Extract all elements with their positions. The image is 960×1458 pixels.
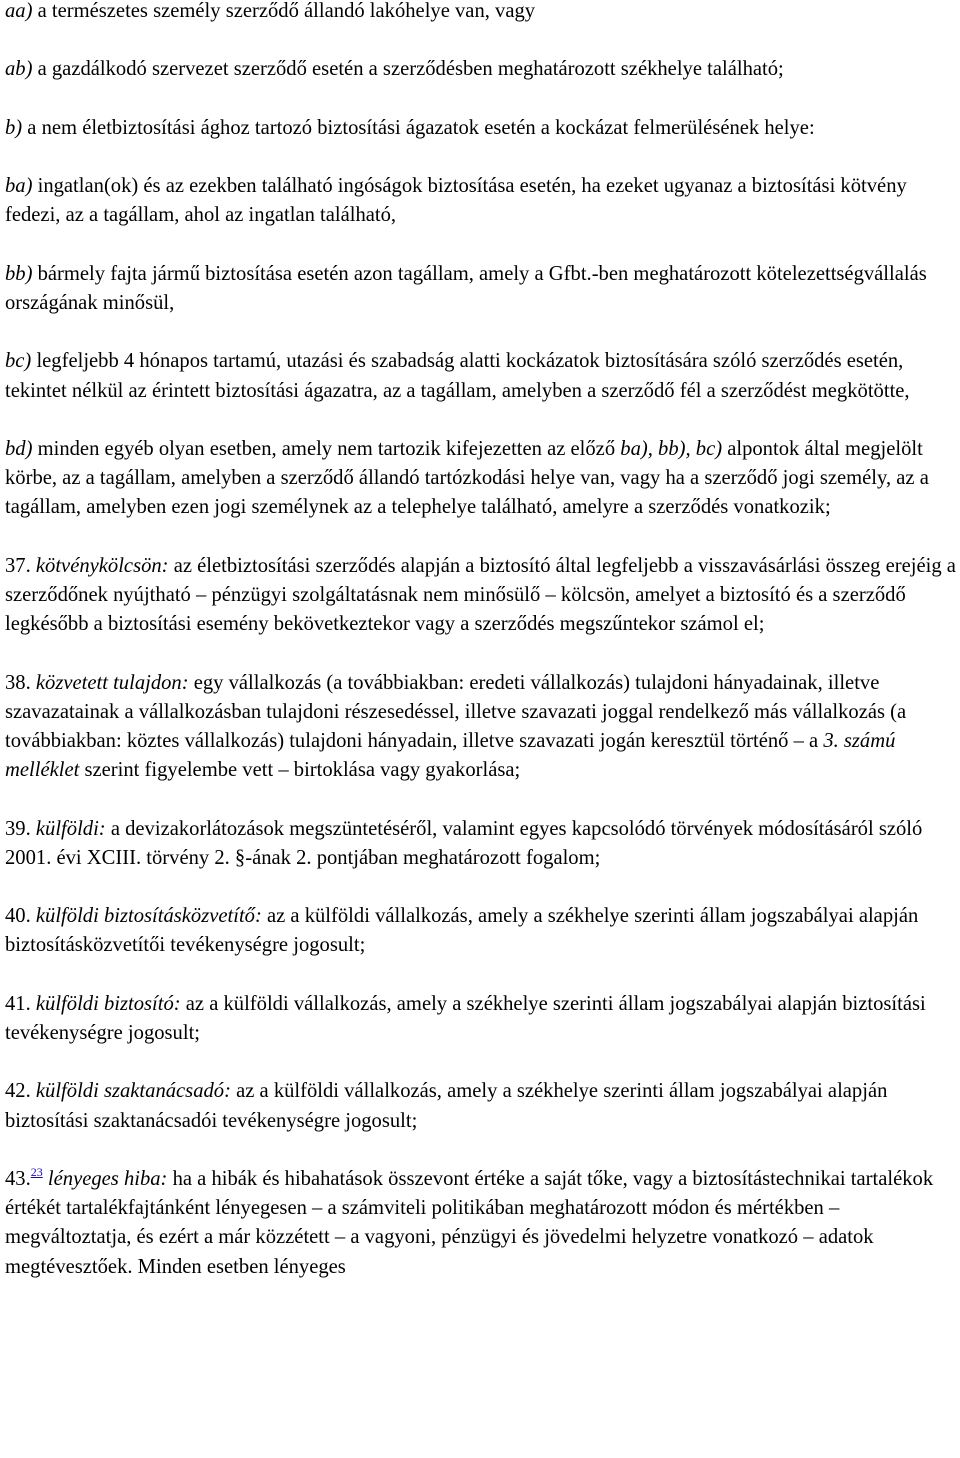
- italic-term: külföldi biztosításközvetítő:: [35, 905, 262, 928]
- italic-term: b): [5, 116, 23, 139]
- paragraph-p38: [5, 669, 958, 786]
- paragraph-text: 37.: [5, 554, 36, 577]
- paragraph-text: 41.: [5, 992, 36, 1015]
- paragraph-text: ingatlan(ok) és az ezekben található ingóságok biztosítása esetén, ha ezeket ugyanaz a biztosítási kötvény fedezi, az a tagállam, ahol az ingatlan található,: [5, 175, 907, 227]
- paragraph-text: bármely fajta jármű biztosítása esetén azon tagállam, amely a Gfbt.-ben meghatározott kötelezettségvállalás országának minősül,: [5, 262, 927, 314]
- paragraph-text: 42.: [5, 1080, 36, 1103]
- paragraph-text: 39.: [5, 817, 36, 840]
- paragraph-text: az a külföldi vállalkozás, amely a székhelye szerinti állam jogszabályai alapján biztosítási tevékenységre jogosult;: [5, 992, 926, 1044]
- paragraph-text: egy vállalkozás (a továbbiakban: eredeti vállalkozás) tulajdoni hányadainak, illetve szavazatainak a vállalkozásban tulajdoni részesedéssel, illetve szavazati joggal rendelkező más vállalkozás (a továbbiakban: köztes vállalkozás) tulajdoni hányadain, illetve szavazati jogán keresztül történő – a: [5, 671, 907, 752]
- italic-term: kötvénykölcsön:: [35, 554, 169, 577]
- paragraph-text: a természetes személy szerződő állandó lakóhelye van, vagy: [32, 0, 536, 22]
- italic-term: ab): [5, 58, 33, 81]
- paragraph-text: minden egyéb olyan esetben, amely nem tartozik kifejezetten az előző: [32, 437, 621, 460]
- paragraph-ba: [5, 172, 958, 230]
- paragraph-text: az életbiztosítási szerződés alapján a biztosító által legfeljebb a visszavásárlási összeg erejéig a szerződőnek nyújtható – pénzügyi szolgáltatásnak nem minősülő – kölcsön, amelyet a biztosító és a szerződő legkésőbb a biztosítási esemény bekövetkeztekor vagy a szerződés megszűntekor számol el;: [5, 554, 956, 636]
- paragraph-b: [5, 114, 958, 143]
- italic-term: közvetett tulajdon:: [35, 671, 189, 694]
- italic-term: ba), bb), bc): [620, 437, 723, 460]
- paragraph-text: a gazdálkodó szervezet szerződő esetén a szerződésben meghatározott székhelye található;: [32, 58, 784, 81]
- italic-term: 3. számú melléklet: [5, 729, 896, 782]
- paragraph-text: 40.: [5, 905, 36, 928]
- paragraph-text: 38.: [5, 671, 36, 694]
- italic-term: lényeges hiba:: [47, 1167, 168, 1190]
- italic-term: ba): [5, 175, 33, 198]
- paragraph-text: az a külföldi vállalkozás, amely a székhelye szerinti állam jogszabályai alapján biztosításközvetítői tevékenységre jogosult;: [5, 905, 919, 957]
- paragraph-p41: [5, 990, 958, 1048]
- paragraph-p40: [5, 902, 958, 960]
- paragraph-text: legfeljebb 4 hónapos tartamú, utazási és szabadság alatti kockázatok biztosítására szóló szerződés esetén, tekintet nélkül az érintett biztosítási ágazatra, az a tagállam, amelyben a szerződő fél a szerződést megkötötte,: [5, 350, 910, 402]
- italic-term: bb): [5, 262, 33, 285]
- paragraph-p39: [5, 815, 958, 873]
- paragraph-text: az a külföldi vállalkozás, amely a székhelye szerinti állam jogszabályai alapján biztosítási szaktanácsadói tevékenységre jogosult;: [5, 1080, 888, 1132]
- paragraph-p43: [5, 1165, 958, 1282]
- paragraph-text: a nem életbiztosítási ághoz tartozó biztosítási ágazatok esetén a kockázat felmerülésének helye:: [22, 116, 815, 139]
- paragraph-bc: [5, 347, 958, 405]
- paragraph-text: alpontok által megjelölt körbe, az a tagállam, amelyben a szerződő állandó tartózkodási helye van, vagy ha a szerződő jogi személy, az a tagállam, amelyben ezen jogi személynek az a telephelye található, amelyre a szerződés vonatkozik;: [5, 437, 929, 519]
- paragraph-aa: [5, 0, 958, 26]
- paragraph-bb: [5, 260, 958, 318]
- paragraph-text: 43.: [5, 1167, 31, 1190]
- italic-term: külföldi:: [35, 817, 106, 840]
- italic-term: bc): [5, 350, 32, 373]
- paragraph-text: ha a hibák és hibahatások összevont értéke a saját tőke, vagy a biztosítástechnikai tartalékok értékét tartalékfajtánként lényegesen – a számviteli politikában meghatározott módon és mértékben – megváltoztatja, és ezért a már közzétett – a vagyoni, pénzügyi és jövedelmi helyzetre vonatkozó – adatok megtévesztőek. Minden esetben lényeges: [5, 1167, 934, 1278]
- italic-term: külföldi biztosító:: [35, 992, 181, 1015]
- paragraph-bd: [5, 435, 958, 523]
- italic-term: aa): [5, 0, 33, 22]
- paragraph-text: szerint figyelembe vett – birtoklása vagy gyakorlása;: [79, 759, 521, 782]
- paragraph-ab: [5, 55, 958, 84]
- footnote-reference[interactable]: 23: [30, 1164, 43, 1179]
- italic-term: külföldi szaktanácsadó:: [35, 1080, 231, 1103]
- italic-term: bd): [5, 437, 33, 460]
- paragraph-p37: [5, 552, 958, 640]
- paragraph-p42: [5, 1077, 958, 1135]
- paragraph-text: a devizakorlátozások megszüntetéséről, valamint egyes kapcsolódó törvények módosításáról szóló 2001. évi XCIII. törvény 2. §-ának 2. pontjában meghatározott fogalom;: [5, 817, 923, 869]
